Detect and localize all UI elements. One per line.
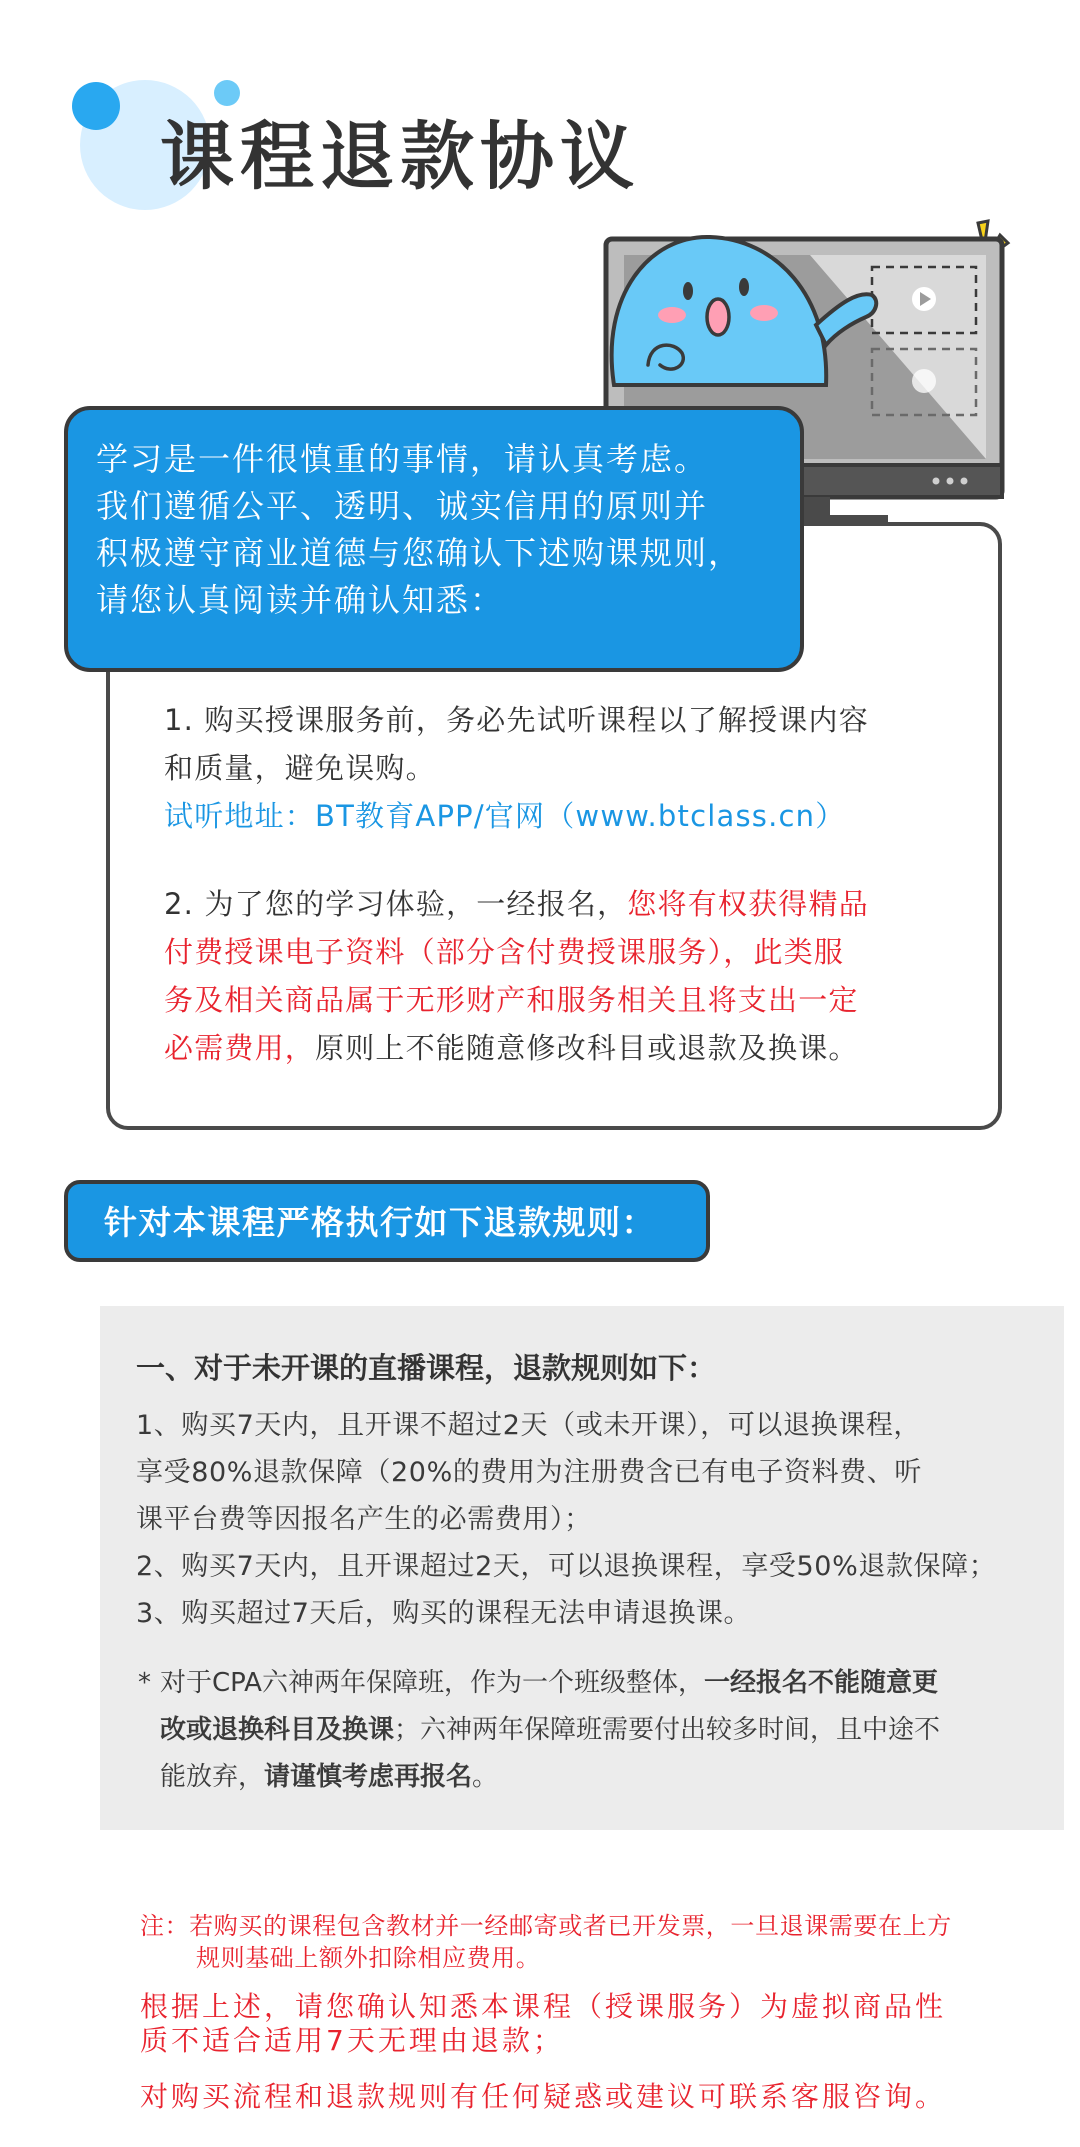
rule2-line-1 (164, 880, 869, 928)
rule2-line-2: 付费授课电子资料（部分含付费授课服务），此类服 (164, 935, 845, 969)
rule1-line-2: 和质量，避免误购。 (164, 751, 436, 785)
refund-item-1-line-2: 享受80%退款保障（20%的费用为注册费含已有电子资料费、听 (136, 1457, 923, 1488)
title-decor-bubble-blue (72, 82, 120, 130)
note-line-2-bold: 改或退换科目及换课 (160, 1715, 395, 1745)
rule2-line-4 (164, 1024, 859, 1072)
note-line-3 (160, 1754, 498, 1801)
footer-confirm-line-2: 质不适合适用7天无理由退款； (140, 2024, 564, 2057)
intro-line-2: 我们遵循公平、透明、诚实信用的原则并 (96, 487, 709, 525)
footer-note-line-1: 注：若购买的课程包含教材并一经邮寄或者已开发票，一旦退课需要在上方 (140, 1912, 952, 1940)
rule1-line-1: 1. 购买授课服务前，务必先试听课程以了解授课内容 (164, 703, 869, 737)
note-asterisk: * (138, 1668, 151, 1698)
intro-line-4: 请您认真阅读并确认知悉： (96, 581, 505, 619)
rule2-line-3: 务及相关商品属于无形财产和服务相关且将支出一定 (164, 983, 859, 1017)
rule2-text-end: 原则上不能随意修改科目或退款及换课。 (315, 1031, 859, 1065)
rule2-highlight: 您将有权获得精品 (627, 887, 869, 921)
page-title: 课程退款协议 (160, 114, 640, 200)
note-line-3-bold: 请谨慎考虑再报名 (264, 1762, 473, 1792)
note-line-2 (160, 1707, 940, 1754)
note-line-1-bold: 一经报名不能随意更 (703, 1668, 938, 1698)
rule2-text: 2. 为了您的学习体验，一经报名， (164, 887, 628, 921)
trial-address-link[interactable]: 试听地址：BT教育APP/官网（www.btclass.cn） (164, 799, 846, 833)
note-line-1-text: 对于CPA六神两年保障班，作为一个班级整体， (160, 1668, 704, 1698)
refund-item-1-line-1: 1、购买7天内，且开课不超过2天（或未开课），可以退换课程， (136, 1410, 922, 1441)
footer-contact: 对购买流程和退款规则有任何疑惑或建议可联系客服咨询。 (140, 2080, 947, 2113)
note-line-2-text: ；六神两年保障班需要付出较多时间，且中途不 (394, 1715, 941, 1745)
note-line-3-end: 。 (472, 1762, 499, 1792)
refund-item-3: 3、购买超过7天后，购买的课程无法申请退换课。 (136, 1598, 752, 1629)
play-icon (912, 287, 936, 311)
refund-item-1-line-3: 课平台费等因报名产生的必需费用）； (136, 1504, 592, 1535)
note-line-1 (160, 1660, 938, 1707)
rule2-highlight-end: 必需费用， (164, 1031, 316, 1065)
note-line-3-text: 能放弃， (160, 1762, 265, 1792)
intro-line-3: 积极遵守商业道德与您确认下述购课规则， (96, 534, 743, 572)
refund-section-title: 一、对于未开课的直播课程，退款规则如下： (136, 1351, 717, 1385)
footer-confirm-line-1: 根据上述，请您确认知悉本课程（授课服务）为虚拟商品性 (140, 1990, 947, 2023)
intro-line-1: 学习是一件很慎重的事情，请认真考虑。 (96, 440, 709, 478)
footer-note-line-2: 规则基础上额外扣除相应费用。 (196, 1944, 541, 1972)
intro-callout (64, 406, 804, 672)
title-decor-dot (214, 80, 240, 106)
refund-item-2: 2、购买7天内，且开课超过2天，可以退换课程，享受50%退款保障； (136, 1551, 997, 1582)
refund-rules-header-label: 针对本课程严格执行如下退款规则： (104, 1203, 656, 1242)
refund-rules-header (64, 1180, 710, 1262)
